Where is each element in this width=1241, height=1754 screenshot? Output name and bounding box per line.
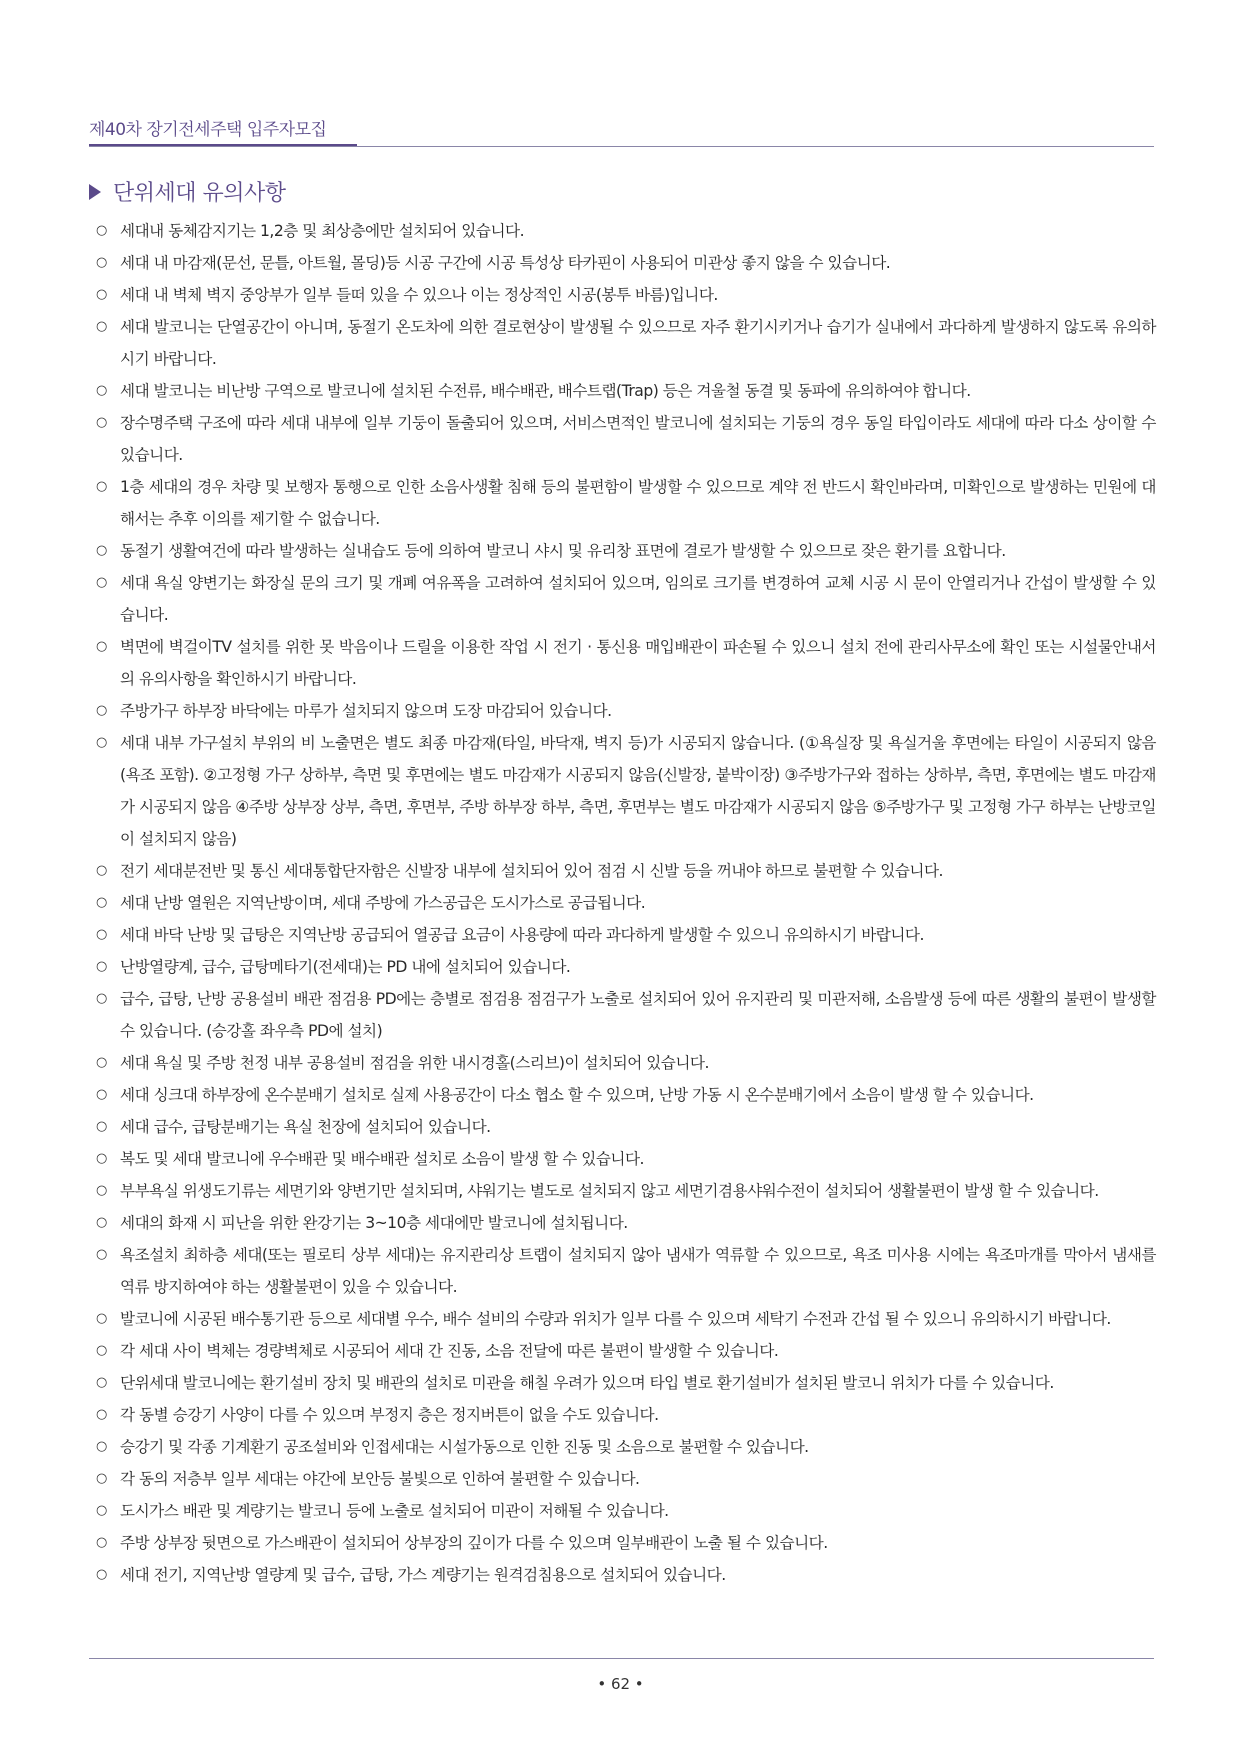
list-item-text: 장수명주택 구조에 따라 세대 내부에 일부 기둥이 돌출되어 있으며, 서비스면적인 발코니에 설치되는 기둥의 경우 동일 타입이라도 세대에 따라 다소 상이할 수 있습니다. (120, 414, 1156, 464)
list-item-text: 세대 내부 가구설치 부위의 비 노출면은 별도 최종 마감재(타일, 바닥재, 벽지 등)가 시공되지 않습니다. (①욕실장 및 욕실거울 후면에는 타일이 시공되지 않음(욕조 포함). ②고정형 가구 상하부, 측면 및 후면에는 별도 마감재가 시공되지 않음(신발장, 붙박이장) ③주방가구와 접하는 상하부, 측면, 후면에는 별도 마감재가 시공되지 않음 ④주방 상부장 상부, 측면, 후면부, 주방 하부장 하부, 측면, 후면부는 별도 마감재가 시공되지 않음 ⑤주방가구 및 고정형 가구 하부는 난방코일이 설치되지 않음) (120, 734, 1156, 848)
list-item (96, 1399, 1156, 1431)
circle-bullet-icon: ○ (96, 1311, 107, 1326)
circle-bullet-icon: ○ (96, 991, 107, 1006)
list-item-text: 세대 싱크대 하부장에 온수분배기 설치로 실제 사용공간이 다소 협소 할 수 있으며, 난방 가동 시 온수분배기에서 소음이 발생 할 수 있습니다. (120, 1086, 1034, 1104)
circle-bullet-icon: ○ (96, 895, 107, 910)
list-item (96, 279, 1156, 311)
list-item-text: 난방열량계, 급수, 급탕메타기(전세대)는 PD 내에 설치되어 있습니다. (120, 958, 571, 976)
list-item-text: 도시가스 배관 및 계량기는 발코니 등에 노출로 설치되어 미관이 저해될 수 있습니다. (120, 1502, 669, 1520)
circle-bullet-icon: ○ (96, 735, 107, 750)
footer-divider (89, 1658, 1154, 1659)
document-header-title: 제40차 장기전세주택 입주자모집 (89, 120, 327, 140)
list-item-text: 세대 발코니는 단열공간이 아니며, 동절기 온도차에 의한 결로현상이 발생될 수 있으므로 자주 환기시키거나 습기가 실내에서 과다하게 발생하지 않도록 유의하시기 바랍니다. (120, 318, 1156, 368)
list-item (96, 375, 1156, 407)
list-item (96, 695, 1156, 727)
circle-bullet-icon: ○ (96, 1119, 107, 1134)
list-item-text: 발코니에 시공된 배수통기관 등으로 세대별 우수, 배수 설비의 수량과 위치가 일부 다를 수 있으며 세탁기 수전과 간섭 될 수 있으니 유의하시기 바랍니다. (120, 1310, 1111, 1328)
list-item (96, 951, 1156, 983)
circle-bullet-icon: ○ (96, 1439, 107, 1454)
list-item (96, 247, 1156, 279)
list-item-text: 벽면에 벽걸이TV 설치를 위한 못 박음이나 드릴을 이용한 작업 시 전기 · 통신용 매입배관이 파손될 수 있으니 설치 전에 관리사무소에 확인 또는 시설물안내서의 유의사항을 확인하시기 바랍니다. (120, 638, 1156, 688)
circle-bullet-icon: ○ (96, 959, 107, 974)
list-item-text: 세대 난방 열원은 지역난방이며, 세대 주방에 가스공급은 도시가스로 공급됩니다. (120, 894, 646, 912)
list-item (96, 567, 1156, 631)
list-item (96, 407, 1156, 471)
list-item-text: 욕조설치 최하층 세대(또는 필로티 상부 세대)는 유지관리상 트랩이 설치되지 않아 냄새가 역류할 수 있으므로, 욕조 미사용 시에는 욕조마개를 막아서 냄새를 역류 방지하여야 하는 생활불편이 있을 수 있습니다. (120, 1246, 1156, 1296)
circle-bullet-icon: ○ (96, 1087, 107, 1102)
list-item (96, 1335, 1156, 1367)
list-item-text: 세대 발코니는 비난방 구역으로 발코니에 설치된 수전류, 배수배관, 배수트랩(Trap) 등은 겨울철 동결 및 동파에 유의하여야 합니다. (120, 382, 971, 400)
list-item-text: 세대 욕실 양변기는 화장실 문의 크기 및 개폐 여유폭을 고려하여 설치되어 있으며, 임의로 크기를 변경하여 교체 시공 시 문이 안열리거나 간섭이 발생할 수 있습니다. (120, 574, 1157, 624)
list-item-text: 승강기 및 각종 기계환기 공조설비와 인접세대는 시설가동으로 인한 진동 및 소음으로 불편할 수 있습니다. (120, 1438, 809, 1456)
list-item (96, 983, 1156, 1047)
list-item-text: 세대 욕실 및 주방 천정 내부 공용설비 점검을 위한 내시경홀(스리브)이 설치되어 있습니다. (120, 1054, 709, 1072)
circle-bullet-icon: ○ (96, 287, 107, 302)
list-item (96, 919, 1156, 951)
list-item (96, 727, 1156, 855)
circle-bullet-icon: ○ (96, 863, 107, 878)
list-item (96, 631, 1156, 695)
list-item-text: 각 세대 사이 벽체는 경량벽체로 시공되어 세대 간 진동, 소음 전달에 따른 불편이 발생할 수 있습니다. (120, 1342, 779, 1360)
triangle-bullet-icon (89, 184, 101, 200)
circle-bullet-icon: ○ (96, 479, 107, 494)
list-item (96, 1143, 1156, 1175)
circle-bullet-icon: ○ (96, 927, 107, 942)
list-item (96, 1047, 1156, 1079)
list-item (96, 855, 1156, 887)
header-divider (89, 146, 1154, 147)
circle-bullet-icon: ○ (96, 1503, 107, 1518)
circle-bullet-icon: ○ (96, 319, 107, 334)
list-item-text: 세대내 동체감지기는 1,2층 및 최상층에만 설치되어 있습니다. (120, 222, 525, 240)
list-item (96, 1079, 1156, 1111)
circle-bullet-icon: ○ (96, 1247, 107, 1262)
list-item (96, 887, 1156, 919)
circle-bullet-icon: ○ (96, 639, 107, 654)
list-item-text: 세대 급수, 급탕분배기는 욕실 천장에 설치되어 있습니다. (120, 1118, 491, 1136)
list-item (96, 215, 1156, 247)
list-item (96, 1431, 1156, 1463)
circle-bullet-icon: ○ (96, 1407, 107, 1422)
circle-bullet-icon: ○ (96, 255, 107, 270)
circle-bullet-icon: ○ (96, 415, 107, 430)
list-item (96, 1495, 1156, 1527)
circle-bullet-icon: ○ (96, 575, 107, 590)
list-item-text: 단위세대 발코니에는 환기설비 장치 및 배관의 설치로 미관을 해칠 우려가 있으며 타입 별로 환기설비가 설치된 발코니 위치가 다를 수 있습니다. (120, 1374, 1054, 1392)
list-item-text: 동절기 생활여건에 따라 발생하는 실내습도 등에 의하여 발코니 샤시 및 유리창 표면에 결로가 발생할 수 있으므로 잦은 환기를 요합니다. (120, 542, 1006, 560)
list-item-text: 세대 내 벽체 벽지 중앙부가 일부 들떠 있을 수 있으나 이는 정상적인 시공(봉투 바름)입니다. (120, 286, 718, 304)
list-item (96, 1207, 1156, 1239)
list-item (96, 1239, 1156, 1303)
section-title-text: 단위세대 유의사항 (113, 181, 286, 206)
list-item-text: 세대의 화재 시 피난을 위한 완강기는 3~10층 세대에만 발코니에 설치됩니다. (120, 1214, 628, 1232)
list-item (96, 1367, 1156, 1399)
list-item (96, 1527, 1156, 1559)
page-number: • 62 • (597, 1675, 644, 1693)
list-item-text: 급수, 급탕, 난방 공용설비 배관 점검용 PD에는 층별로 점검용 점검구가 노출로 설치되어 있어 유지관리 및 미관저해, 소음발생 등에 따른 생활의 불편이 발생할 수 있습니다. (승강홀 좌우측 PD에 설치) (120, 990, 1156, 1040)
list-item-text: 주방 상부장 뒷면으로 가스배관이 설치되어 상부장의 깊이가 다를 수 있으며 일부배관이 노출 될 수 있습니다. (120, 1534, 828, 1552)
circle-bullet-icon: ○ (96, 1535, 107, 1550)
list-item-text: 세대 바닥 난방 및 급탕은 지역난방 공급되어 열공급 요금이 사용량에 따라 과다하게 발생할 수 있으니 유의하시기 바랍니다. (120, 926, 924, 944)
circle-bullet-icon: ○ (96, 703, 107, 718)
list-item (96, 1303, 1156, 1335)
list-item-text: 세대 전기, 지역난방 열량계 및 급수, 급탕, 가스 계량기는 원격검침용으로 설치되어 있습니다. (120, 1566, 726, 1584)
circle-bullet-icon: ○ (96, 1567, 107, 1582)
list-item-text: 부부욕실 위생도기류는 세면기와 양변기만 설치되며, 샤워기는 별도로 설치되지 않고 세면기겸용샤워수전이 설치되어 생활불편이 발생 할 수 있습니다. (120, 1182, 1099, 1200)
circle-bullet-icon: ○ (96, 1055, 107, 1070)
list-item-text: 세대 내 마감재(문선, 문틀, 아트월, 몰딩)등 시공 구간에 시공 특성상 타카핀이 사용되어 미관상 좋지 않을 수 있습니다. (120, 254, 891, 272)
list-item (96, 471, 1156, 535)
list-item (96, 1175, 1156, 1207)
notice-list (96, 215, 1156, 1591)
circle-bullet-icon: ○ (96, 1343, 107, 1358)
list-item-text: 각 동의 저층부 일부 세대는 야간에 보안등 불빛으로 인하여 불편할 수 있습니다. (120, 1470, 640, 1488)
section-heading (89, 176, 286, 207)
circle-bullet-icon: ○ (96, 543, 107, 558)
circle-bullet-icon: ○ (96, 1375, 107, 1390)
circle-bullet-icon: ○ (96, 1471, 107, 1486)
list-item-text: 각 동별 승강기 사양이 다를 수 있으며 부정지 층은 정지버튼이 없을 수도 있습니다. (120, 1406, 659, 1424)
list-item (96, 311, 1156, 375)
list-item (96, 1559, 1156, 1591)
circle-bullet-icon: ○ (96, 1215, 107, 1230)
list-item-text: 전기 세대분전반 및 통신 세대통합단자함은 신발장 내부에 설치되어 있어 점검 시 신발 등을 꺼내야 하므로 불편할 수 있습니다. (120, 862, 943, 880)
list-item (96, 1111, 1156, 1143)
circle-bullet-icon: ○ (96, 1183, 107, 1198)
list-item (96, 1463, 1156, 1495)
circle-bullet-icon: ○ (96, 1151, 107, 1166)
list-item-text: 복도 및 세대 발코니에 우수배관 및 배수배관 설치로 소음이 발생 할 수 있습니다. (120, 1150, 644, 1168)
list-item-text: 1층 세대의 경우 차량 및 보행자 통행으로 인한 소음사생활 침해 등의 불편함이 발생할 수 있으므로 계약 전 반드시 확인바라며, 미확인으로 발생하는 민원에 대해서는 추후 이의를 제기할 수 없습니다. (120, 478, 1156, 528)
circle-bullet-icon: ○ (96, 223, 107, 238)
list-item (96, 535, 1156, 567)
list-item-text: 주방가구 하부장 바닥에는 마루가 설치되지 않으며 도장 마감되어 있습니다. (120, 702, 612, 720)
circle-bullet-icon: ○ (96, 383, 107, 398)
